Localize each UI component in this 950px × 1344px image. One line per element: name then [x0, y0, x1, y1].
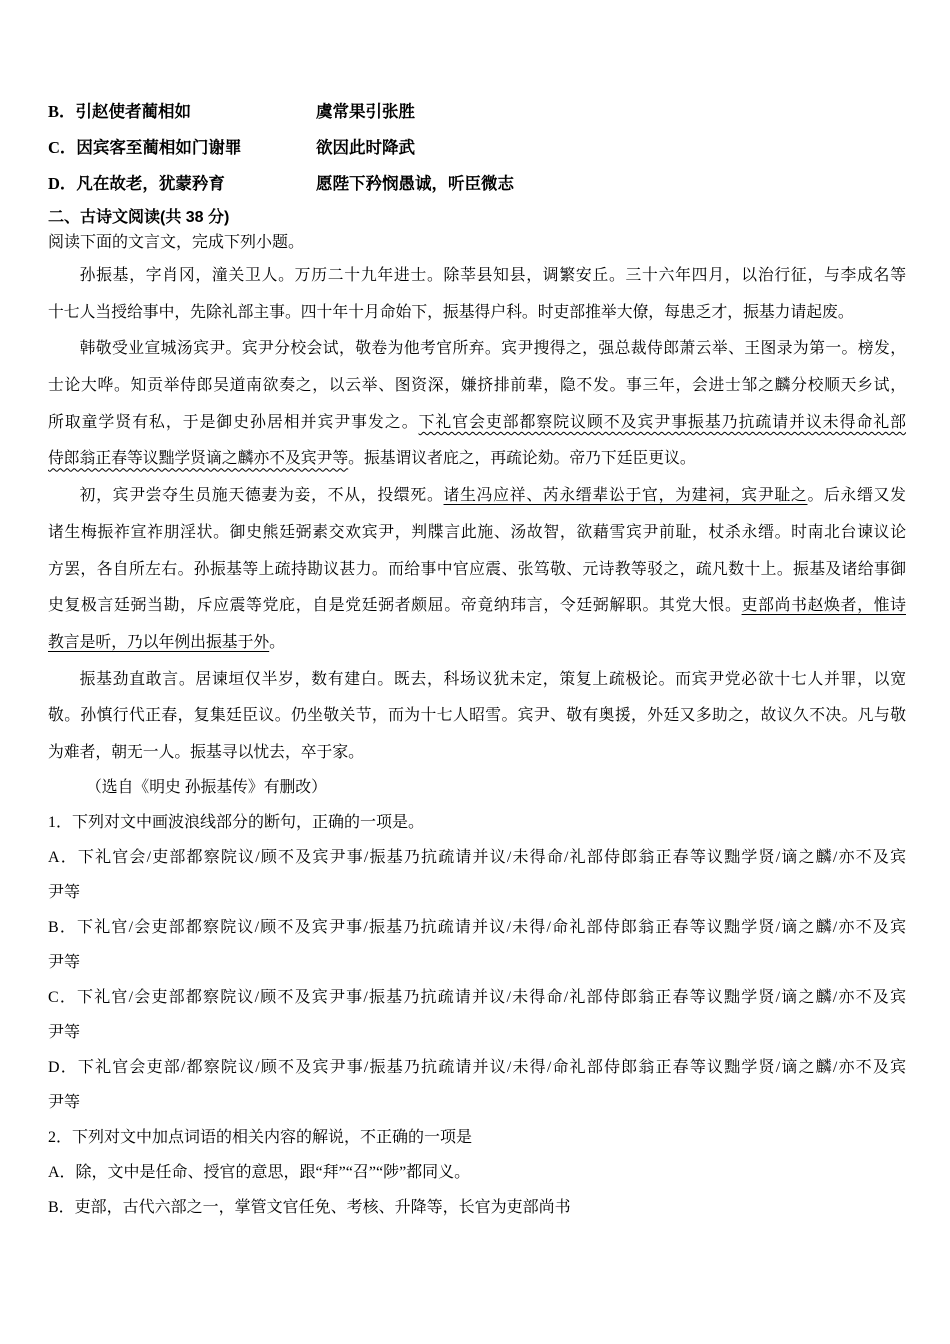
passage-line: [48, 698, 906, 735]
passage-line: [48, 441, 906, 478]
questions: [48, 805, 906, 1225]
passage-text: 史复极言廷弼当勘，斥应震等党庇，自是党廷弼者颇屈。帝竟纳玮言，令廷弼解职。其党大恨。: [48, 597, 742, 615]
option-row-b: [48, 94, 905, 130]
passage-text: 孙振基，字肖冈，潼关卫人。万历二十九年进士。除莘县知县，调繁安丘。三十六年四月，以治行征，与李成名等: [79, 267, 906, 284]
passage-line: [48, 258, 906, 295]
passage-text: 诸生梅振祚宣祚朋淫状。御史熊廷弼素交欢宾尹，判牒言此施、汤故智，欲藉雪宾尹前耻，杖杀永缙。时南北台谏议论: [48, 523, 906, 541]
question-1-option-d-cont: 尹等: [48, 1093, 81, 1111]
passage-line: [48, 295, 906, 332]
underlined-text: 教言是听，乃以年例出振基于外: [48, 633, 270, 651]
wavy-underlined-text: 侍郎翁正春等议黜学贤谪之麟亦不及宾尹等: [48, 450, 349, 468]
question-1-option-d: D．下礼官会吏部/都察院议/顾不及宾尹事/振基乃抗疏请并议/未得/命礼部侍郎翁正春等议黜学贤/谪之麟/亦不及宾: [48, 1058, 906, 1076]
passage-line: [48, 331, 906, 368]
passage-text: 所取童学贤有私，于是御史孙居相并宾尹事发之。: [48, 413, 419, 431]
passage-text: 方罢，各自所左右。孙振基等上疏持勘议甚力。而给事中官应震、张笃敬、元诗教等驳之，疏凡数十上。振基及诸给事御: [48, 560, 906, 578]
option-row-c: [48, 130, 905, 166]
passage-line: [48, 515, 906, 552]
passage-text: 士论大哗。知贡举侍郎吴道南欲奏之，以云举、图资深，嫌挤排前辈，隐不发。事三年，会进士邹之麟分校顺天乡试，: [48, 377, 906, 395]
wavy-underlined-text: 下礼官会吏部都察院议顾不及宾尹事振基乃抗疏请并议未得命礼部: [418, 413, 906, 431]
option-b-right-text: 虞常果引张胜: [316, 103, 415, 121]
passage-text: 为难者，朝无一人。振基寻以忧去，卒于家。: [48, 743, 364, 761]
option-d-left-text: 凡在故老，犹蒙矜育: [76, 175, 225, 193]
underlined-text: 吏部尚书赵焕者，惟诗: [741, 597, 906, 615]
passage-text: 韩敬受业宣城汤宾尹。宾尹分校会试，敬卷为他考官所弃。宾尹搜得之，强总裁侍郎萧云举、王图录为第一。榜发，: [79, 340, 906, 358]
question-2-option-b: B．吏部，古代六部之一，掌管文官任免、考核、升降等，长官为吏部尚书: [48, 1198, 571, 1216]
underlined-text: 诸生冯应祥、芮永缙辈讼于官，为建祠，宾尹耻之: [443, 487, 808, 505]
passage-text: 。振基谓议者庇之，再疏论劾。帝乃下廷臣更议。: [348, 450, 696, 468]
section-instruction: 阅读下面的文言文，完成下列小题。: [48, 234, 305, 251]
passage-text: 十七人当授给事中，先除礼部主事。四十年十月命始下，振基得户科。时吏部推举大僚，每患乏才，振基力请起废。: [48, 303, 854, 321]
passage-line: [48, 735, 906, 772]
option-c-left: [48, 130, 316, 166]
question-1-option-b-cont: 尹等: [48, 953, 81, 971]
passage-source: （选自《明史 孙振基传》有删改）: [86, 779, 327, 796]
question-stem: 1．下列对文中画波浪线部分的断句，正确的一项是。: [48, 813, 425, 831]
passage-text: 。: [269, 633, 285, 651]
passage: [48, 258, 906, 772]
question-1-option-a-cont: 尹等: [48, 883, 81, 901]
passage-text: 初，宾尹尝夺生员施天德妻为妾，不从，投缳死。: [79, 487, 444, 505]
option-c-right-text: 欲因此时降武: [316, 139, 415, 157]
question-2-option-a: A．除，文中是任命、授官的意思，跟“拜”“召”“陟”都同义。: [48, 1163, 471, 1181]
option-b-left: [48, 94, 316, 130]
question-1-option-c-cont: 尹等: [48, 1023, 81, 1041]
option-c-label: C．: [48, 138, 77, 157]
option-d-left: [48, 166, 316, 202]
previous-question-options: [48, 94, 905, 202]
passage-text: 振基劲直敢言。居谏垣仅半岁，数有建白。既去，科场议犹未定，策复上疏极论。而宾尹党必欲十七人并罪，以宽: [79, 670, 906, 688]
passage-line: [48, 662, 906, 699]
passage-line: [48, 368, 906, 405]
option-b-label: B．: [48, 102, 76, 121]
passage-line: [48, 552, 906, 589]
passage-line: [48, 625, 906, 662]
question-1-option-c: C．下礼官/会吏部都察院议/顾不及宾尹事/振基乃抗疏请并议/未得命/礼部侍郎翁正春等议黜学贤/谪之麟/亦不及宾: [48, 988, 906, 1006]
option-c-left-text: 因宾客至蔺相如门谢罪: [76, 139, 242, 157]
passage-line: [48, 478, 906, 515]
passage-text: 敬。孙慎行代正春，复集廷臣议。仍坐敬关节，而为十七人昭雪。宾尹、敬有奥援，外廷又多助之，故议久不决。凡与敬: [48, 707, 906, 725]
option-b-left-text: 引赵使者蔺相如: [75, 103, 192, 121]
passage-line: [48, 588, 906, 625]
question-stem: 2．下列对文中加点词语的相关内容的解说，不正确的一项是: [48, 1128, 473, 1146]
section-title: 二、古诗文阅读(共 38 分): [48, 209, 230, 226]
passage-text: 。后永缙又发: [807, 487, 906, 505]
option-row-d: [48, 166, 905, 202]
section-header: [48, 205, 905, 255]
passage-line: [48, 405, 906, 442]
question-1-option-b: B．下礼官/会吏部都察院议/顾不及宾尹事/振基乃抗疏请并议/未得/命礼部侍郎翁正春等议黜学贤/谪之麟/亦不及宾: [48, 918, 906, 936]
option-d-label: D．: [48, 174, 77, 193]
question-1-option-a: A．下礼官会/吏部都察院议/顾不及宾尹事/振基乃抗疏请并议/未得命/礼部侍郎翁正春等议黜学贤/谪之麟/亦不及宾: [48, 848, 906, 866]
option-d-right-text: 愿陛下矜悯愚诚，听臣微志: [316, 175, 514, 193]
